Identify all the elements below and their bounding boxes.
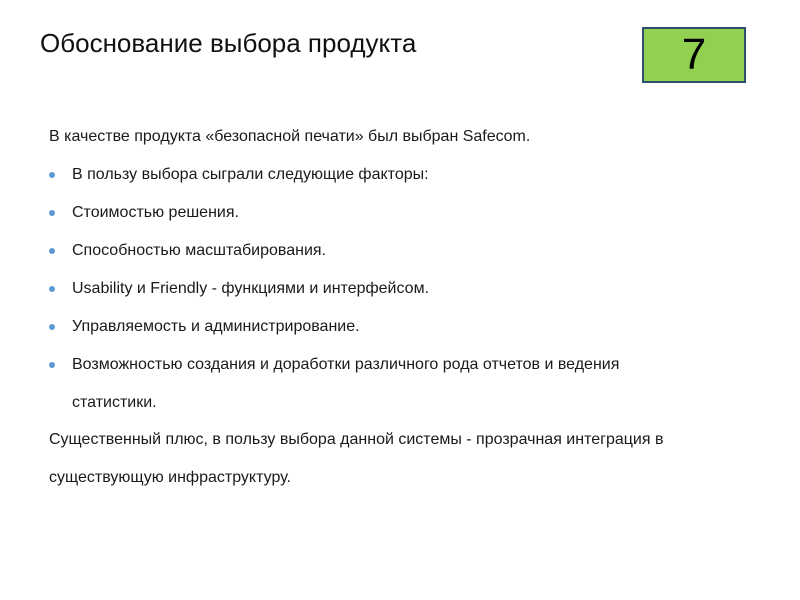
bullet-item — [49, 317, 749, 337]
bullet-text: Usability и Friendly - функциями и интерфейсом. — [72, 280, 430, 297]
slide-body — [49, 127, 749, 497]
conclusion-paragraph: Существенный плюс, в пользу выбора данной системы - прозрачная интеграция в существующую инфраструктуру. — [49, 431, 664, 486]
bullet-text: В пользу выбора сыграли следующие факторы: — [72, 166, 429, 183]
bullet-text: Возможностью создания и доработки различного рода отчетов и ведения статистики. — [72, 356, 620, 411]
bullet-dot-icon — [49, 324, 55, 330]
bullet-item — [49, 203, 749, 223]
bullet-text: Управляемость и администрирование. — [72, 318, 360, 335]
bullet-dot-icon — [49, 172, 55, 178]
bullet-dot-icon — [49, 362, 55, 368]
bullet-dot-icon — [49, 248, 55, 254]
bullet-text: Способностью масштабирования. — [72, 242, 326, 259]
bullet-item — [49, 346, 702, 422]
bullet-dot-icon — [49, 286, 55, 292]
bullet-dot-icon — [49, 210, 55, 216]
bullet-item — [49, 165, 749, 185]
bullet-item — [49, 241, 749, 261]
bullet-list — [49, 165, 749, 422]
intro-paragraph: В качестве продукта «безопасной печати» был выбран Safecom. — [49, 128, 531, 145]
bullet-text: Стоимостью решения. — [72, 204, 239, 221]
slide-number-badge — [642, 27, 746, 83]
slide-title: Обоснование выбора продукта — [40, 28, 417, 58]
bullet-item — [49, 279, 749, 299]
slide-number: 7 — [681, 30, 707, 79]
